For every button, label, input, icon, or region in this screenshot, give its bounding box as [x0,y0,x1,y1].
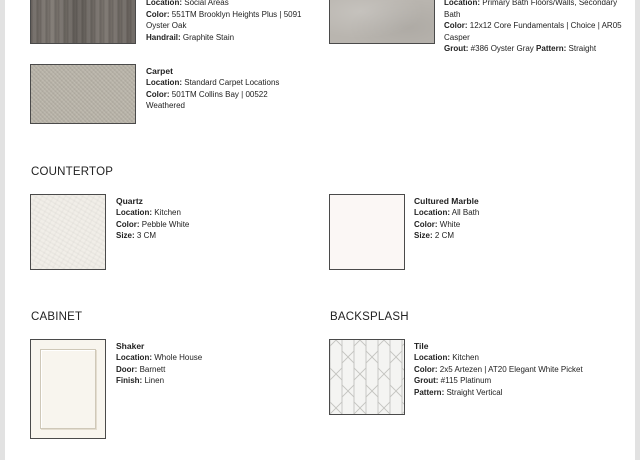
cabinet-door: Door: Barnett [116,364,166,374]
marble-swatch-icon [329,194,405,270]
picket-tile [342,357,354,391]
picket-tile [378,340,390,374]
cabinet-location: Location: Whole House [116,353,203,362]
bath-tile-grout-pattern: Grout: #386 Oyster Gray Pattern: Straight [444,44,597,53]
marble-info [414,195,594,242]
picket-tile [378,374,390,408]
carpet-swatch-icon [30,64,136,124]
picket-tile [330,374,342,408]
picket-tile [402,374,404,408]
cabinet-heading: CABINET [31,311,83,323]
bath-tile-color: Color: 12x12 Core Fundamentals | Choice | AR05 Casper [444,21,622,42]
picket-tile [378,408,390,414]
marble-size: Size: 2 CM [414,231,455,240]
picket-tile [390,357,402,391]
picket-pattern [330,340,404,414]
picket-tile [342,391,354,414]
picket-tile [354,408,366,414]
picket-tile [366,340,378,357]
marble-color: Color: White [414,219,461,229]
shaker-door-icon [30,339,106,439]
bath-tile-location: Location: Primary Bath Floors/Walls, Secondary Bath [444,0,618,19]
picket-tile [342,340,354,357]
quartz-location: Location: Kitchen [116,208,181,217]
backsplash-name: Tile [414,341,429,351]
left-page-edge [0,0,5,460]
carpet-name: Carpet [146,66,173,76]
picket-tile [390,391,402,414]
quartz-size: Size: 3 CM [116,231,157,240]
countertop-heading: COUNTERTOP [31,166,114,178]
carpet-color: Color: 501TM Collins Bay | 00522 Weathered [146,89,268,110]
picket-tile [390,340,402,357]
quartz-color: Color: Pebble White [116,219,190,229]
wood-flooring-info [146,0,326,43]
quartz-name: Quartz [116,196,143,206]
picket-tile [330,408,342,414]
stone-swatch-icon [329,0,435,44]
picket-tile [366,357,378,391]
cabinet-name: Shaker [116,341,145,351]
backsplash-pattern: Pattern: Straight Vertical [414,387,503,397]
picket-tile [366,391,378,414]
marble-name: Cultured Marble [414,196,479,206]
picket-tile-icon [329,339,405,415]
picket-tile [330,340,342,374]
backsplash-heading: BACKSPLASH [330,311,409,323]
wood-handrail: Handrail: Graphite Stain [146,32,235,42]
carpet-location: Location: Standard Carpet Locations [146,78,280,87]
right-page-edge [635,0,640,460]
cabinet-finish: Finish: Linen [116,376,165,385]
backsplash-color: Color: 2x5 Artezen | AT20 Elegant White Picket [414,364,583,374]
quartz-info [116,195,286,242]
picket-tile [354,340,366,374]
backsplash-grout: Grout: #115 Platinum [414,376,492,385]
quartz-swatch-icon [30,194,106,270]
wood-location: Location: Social Areas [146,0,229,7]
shaker-panel [40,349,96,429]
picket-tile [354,374,366,408]
bath-tile-info [444,0,634,55]
wood-swatch-icon [30,0,136,44]
backsplash-location: Location: Kitchen [414,353,479,362]
carpet-info [146,65,296,112]
backsplash-info [414,340,614,398]
wood-color: Color: 551TM Brooklyn Heights Plus | 5091 Oyster Oak [146,9,302,30]
cabinet-info [116,340,286,387]
marble-location: Location: All Bath [414,208,480,217]
picket-tile [402,340,404,374]
